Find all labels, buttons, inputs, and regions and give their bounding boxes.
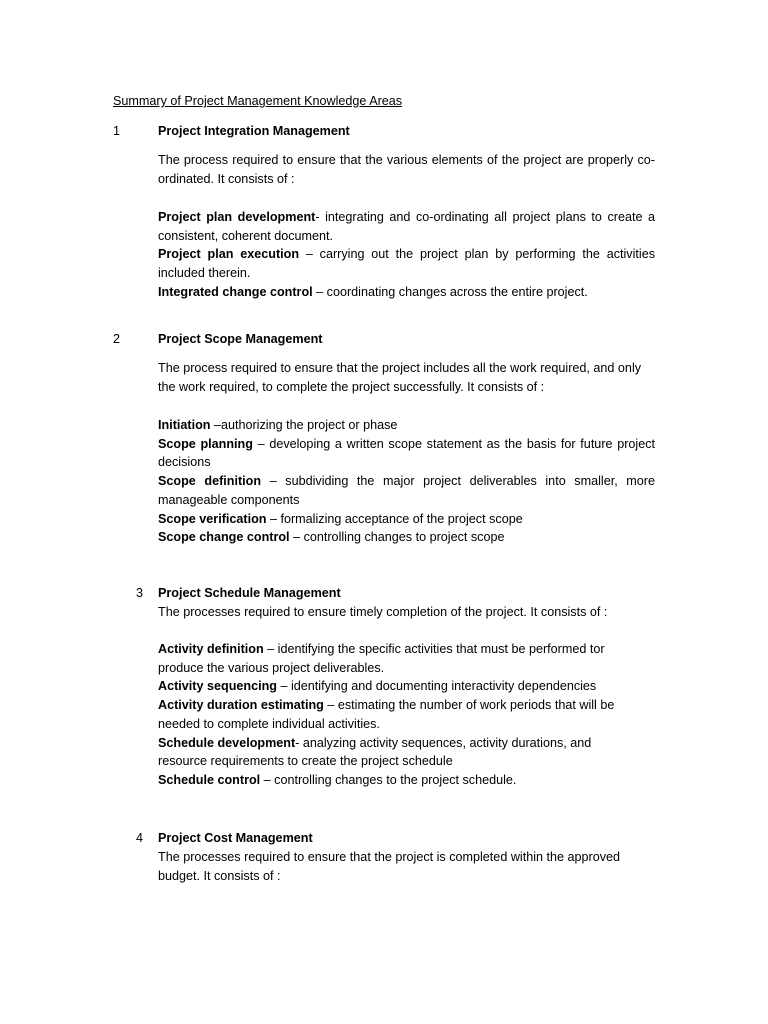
item-description: – identifying and documenting interactivity dependencies [276, 679, 597, 694]
section-number: 3 [136, 586, 144, 600]
item-term: Schedule control [158, 772, 261, 787]
item-description: – estimating the number of work periods that will be needed to complete individual activities. [158, 698, 615, 731]
item-term: Scope planning [158, 436, 253, 451]
section-intro: The processes required to ensure that the project is completed within the approved budget. It consists of : [158, 850, 621, 883]
list-item [158, 245, 655, 282]
section-item-list [158, 208, 655, 302]
section-heading: Project Integration Management [158, 124, 350, 138]
section-item-list [158, 640, 628, 790]
section-intro: The process required to ensure that the project includes all the work required, and only the work required, to complete the project successfully. It consists of : [158, 361, 642, 394]
item-description: – subdividing the major project deliverables into smaller, more manageable components [158, 474, 656, 507]
list-item [158, 208, 655, 245]
item-description: – developing a written scope statement as the basis for future project decisions [158, 436, 655, 470]
list-item [158, 283, 655, 302]
item-term: Scope verification [158, 511, 267, 526]
section-heading: Project Schedule Management [158, 586, 341, 600]
item-term: Scope definition [158, 474, 262, 489]
section-intro: The process required to ensure that the various elements of the project are properly co-ordinated. It consists of : [158, 153, 655, 186]
section-heading: Project Cost Management [158, 831, 313, 845]
document-title: Summary of Project Management Knowledge Areas [113, 94, 403, 108]
item-term: Schedule development [158, 735, 296, 750]
item-term: Activity duration estimating [158, 698, 324, 713]
item-term: Project plan development [158, 210, 316, 224]
section-intro: The processes required to ensure timely completion of the project. It consists of : [158, 605, 608, 619]
item-description: – identifying the specific activities that must be performed tor produce the various project deliverables. [158, 642, 605, 675]
item-term: Scope change control [158, 530, 290, 545]
item-description: - analyzing activity sequences, activity durations, and resource requirements to create the project schedule [158, 735, 592, 769]
item-description: – coordinating changes across the entire project. [312, 284, 588, 299]
item-term: Initiation [158, 418, 211, 432]
item-description: –authorizing the project or phase [210, 418, 398, 432]
list-item [158, 734, 628, 771]
list-item [158, 510, 655, 529]
item-description: – formalizing acceptance of the project scope [266, 511, 523, 526]
section-number: 2 [113, 332, 121, 346]
list-item [158, 435, 655, 472]
section-number: 4 [136, 831, 144, 845]
section-item-list [158, 416, 655, 547]
list-item [158, 696, 628, 733]
list-item [158, 472, 655, 509]
item-description: – controlling changes to project scope [289, 530, 505, 545]
item-term: Project plan execution [158, 247, 300, 262]
section-number: 1 [113, 124, 121, 138]
list-item [158, 640, 628, 677]
item-term: Integrated change control [158, 284, 313, 299]
list-item [158, 677, 628, 696]
list-item [158, 528, 655, 547]
item-description: – carrying out the project plan by performing the activities included therein. [158, 247, 656, 281]
list-item [158, 416, 655, 435]
item-description: - integrating and co-ordinating all project plans to create a consistent, coherent document. [158, 210, 655, 243]
list-item [158, 771, 628, 790]
item-term: Activity definition [158, 642, 264, 656]
section-heading: Project Scope Management [158, 332, 323, 346]
item-term: Activity sequencing [158, 679, 277, 694]
item-description: – controlling changes to the project schedule. [260, 772, 517, 787]
